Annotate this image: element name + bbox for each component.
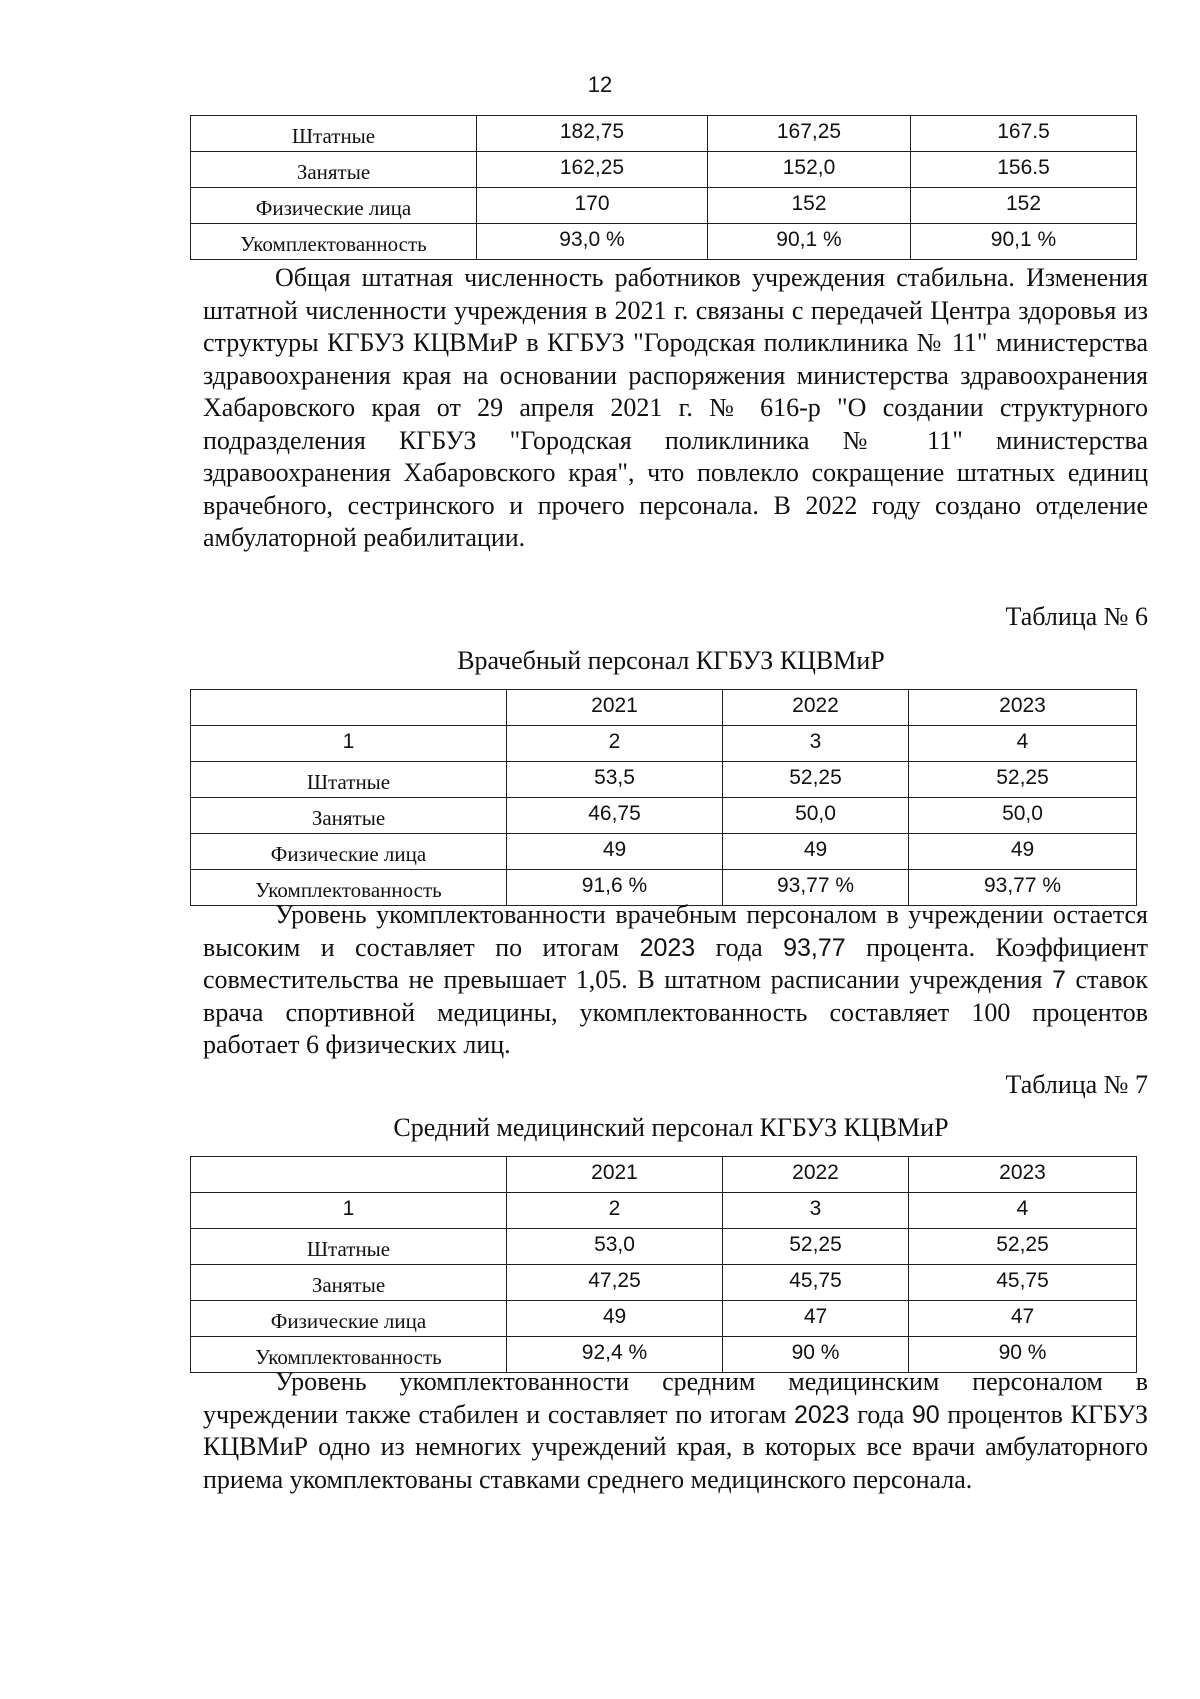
- cell-value: 45,75: [909, 1265, 1137, 1301]
- text-fragment: Уровень укомплектованности врачебным персоналом в учреждении остается высоким и составляет по итогам: [203, 900, 1148, 962]
- column-number: 1: [191, 726, 507, 762]
- row-label: Физические лица: [191, 1301, 507, 1337]
- cell-value: 49: [507, 834, 723, 870]
- column-number: 2: [507, 726, 723, 762]
- staff-table-continued: [190, 115, 1137, 260]
- cell-value: 91,6 %: [507, 870, 723, 906]
- nursing-staff-table: [190, 1156, 1137, 1373]
- cell-value: 90 %: [909, 1337, 1137, 1373]
- column-number: 1: [191, 1193, 507, 1229]
- cell-value: 53,5: [507, 762, 723, 798]
- column-number: 3: [723, 1193, 909, 1229]
- row-label: Штатные: [191, 1229, 507, 1265]
- table-row: [191, 116, 1137, 152]
- column-number: 3: [723, 726, 909, 762]
- table-header-row: [191, 1157, 1137, 1193]
- year-value: 2023: [639, 933, 696, 962]
- cell-value: 167,25: [708, 116, 911, 152]
- cell-value: 182,75: [477, 116, 708, 152]
- table-row: [191, 834, 1137, 870]
- year-header: 2021: [507, 1157, 723, 1193]
- row-label: Физические лица: [191, 834, 507, 870]
- year-header: 2021: [507, 690, 723, 726]
- cell-value: 45,75: [723, 1265, 909, 1301]
- cell-value: 52,25: [723, 762, 909, 798]
- cell-value: 52,25: [909, 1229, 1137, 1265]
- table-row: [191, 1265, 1137, 1301]
- table-header-row: [191, 690, 1137, 726]
- cell-value: 52,25: [723, 1229, 909, 1265]
- text-fragment: процента. Коэффициент совместительства не превышает 1,05. В штатном расписании учреждения: [203, 932, 1149, 994]
- text-fragment: процентов КГБУЗ КЦВМиР одно из немногих учреждений края, в которых все врачи амбулаторного приема укомплектованы ставками среднего медицинского персонала.: [203, 1399, 1148, 1494]
- row-label: Штатные: [191, 762, 507, 798]
- row-label: Занятые: [191, 1265, 507, 1301]
- table-row: [191, 1229, 1137, 1265]
- table7-label: Таблица № 7: [1005, 1070, 1148, 1099]
- table-numbering-row: [191, 1193, 1137, 1229]
- text-fragment: ставок врача спортивной медицины, укомплектованность составляет 100 процентов работает 6 физических лиц.: [203, 965, 1148, 1059]
- cell-value: 152: [911, 188, 1137, 224]
- row-label: Укомплектованность: [191, 870, 507, 906]
- paragraph-staff-changes: Общая штатная численность работников учреждения стабильна. Изменения штатной численности учреждения в 2021 г. связаны с передачей Центра здоровья из структуры КГБУЗ КЦВМиР в КГБУЗ "Городская поликлиника № 11" министерства здравоохранения края на основании распоряжения министерства здравоохранения Хабаровского края от 29 апреля 2021 г. № 616-р "О создании структурного подразделения КГБУЗ "Городская поликлиника № 11" министерства здравоохранения Хабаровского края", что повлекло сокращение штатных единиц врачебного, сестринского и прочего персонала. В 2022 году создано отделение амбулаторной реабилитации.: [203, 263, 1148, 552]
- row-label: Укомплектованность: [191, 224, 477, 260]
- table-row: [191, 152, 1137, 188]
- percent-value: 93,77: [783, 933, 846, 962]
- cell-value: 156.5: [911, 152, 1137, 188]
- page-number: 12: [587, 72, 613, 97]
- percent-value: 90: [911, 1400, 940, 1429]
- table6-title: Врачебный персонал КГБУЗ КЦВМиР: [457, 646, 885, 675]
- row-label: Штатные: [191, 116, 477, 152]
- year-header: 2022: [723, 690, 909, 726]
- cell-value: 167.5: [911, 116, 1137, 152]
- text-fragment: года: [695, 932, 784, 962]
- cell-value: 90,1 %: [911, 224, 1137, 260]
- year-header: 2022: [723, 1157, 909, 1193]
- table6-label: Таблица № 6: [1005, 602, 1148, 631]
- year-header: 2023: [909, 1157, 1137, 1193]
- paragraph-nursing-staffing: [203, 1366, 1148, 1496]
- cell-value: 47: [909, 1301, 1137, 1337]
- empty-header-cell: [191, 690, 507, 726]
- cell-value: 162,25: [477, 152, 708, 188]
- year-header: 2023: [909, 690, 1137, 726]
- table7-title: Средний медицинский персонал КГБУЗ КЦВМиР: [393, 1113, 949, 1142]
- cell-value: 50,0: [909, 798, 1137, 834]
- column-number: 4: [909, 1193, 1137, 1229]
- row-label: Физические лица: [191, 188, 477, 224]
- column-number: 4: [909, 726, 1137, 762]
- cell-value: 152,0: [708, 152, 911, 188]
- table-numbering-row: [191, 726, 1137, 762]
- cell-value: 170: [477, 188, 708, 224]
- text-fragment: года: [849, 1399, 912, 1429]
- cell-value: 93,77 %: [909, 870, 1137, 906]
- cell-value: 46,75: [507, 798, 723, 834]
- cell-value: 50,0: [723, 798, 909, 834]
- text-fragment: Уровень укомплектованности средним медицинским персоналом в учреждении также стабилен и составляет по итогам: [203, 1367, 1148, 1429]
- cell-value: 90 %: [723, 1337, 909, 1373]
- medical-staff-table: [190, 689, 1137, 906]
- table-row: [191, 188, 1137, 224]
- cell-value: 93,77 %: [723, 870, 909, 906]
- count-value: 7: [1052, 966, 1066, 994]
- table-row: [191, 762, 1137, 798]
- cell-value: 53,0: [507, 1229, 723, 1265]
- cell-value: 49: [507, 1301, 723, 1337]
- cell-value: 47,25: [507, 1265, 723, 1301]
- year-value: 2023: [793, 1400, 850, 1429]
- cell-value: 90,1 %: [708, 224, 911, 260]
- cell-value: 52,25: [909, 762, 1137, 798]
- table-row: [191, 1301, 1137, 1337]
- row-label: Занятые: [191, 798, 507, 834]
- table-row: [191, 798, 1137, 834]
- cell-value: 93,0 %: [477, 224, 708, 260]
- cell-value: 92,4 %: [507, 1337, 723, 1373]
- cell-value: 49: [909, 834, 1137, 870]
- table-row: [191, 224, 1137, 260]
- row-label: Укомплектованность: [191, 1337, 507, 1373]
- paragraph-medical-staffing: [203, 899, 1148, 1062]
- cell-value: 49: [723, 834, 909, 870]
- row-label: Занятые: [191, 152, 477, 188]
- empty-header-cell: [191, 1157, 507, 1193]
- column-number: 2: [507, 1193, 723, 1229]
- cell-value: 152: [708, 188, 911, 224]
- cell-value: 47: [723, 1301, 909, 1337]
